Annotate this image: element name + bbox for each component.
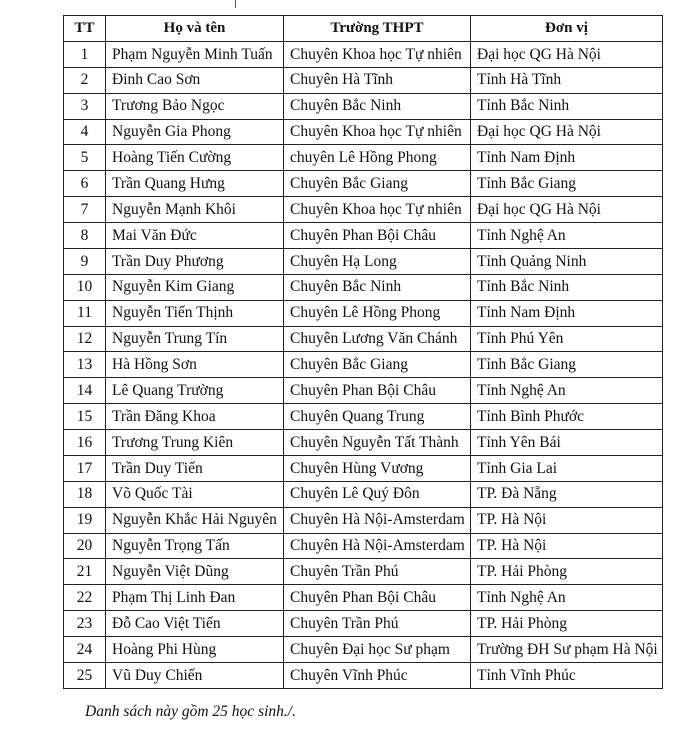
cell-school: Chuyên Bắc Ninh [284, 93, 471, 119]
cell-school: Chuyên Lương Văn Chánh [284, 326, 471, 352]
cell-tt: 3 [64, 93, 106, 119]
cell-tt: 17 [64, 455, 106, 481]
cell-unit: Tỉnh Nam Định [471, 300, 663, 326]
cell-school: Chuyên Quang Trung [284, 404, 471, 430]
cell-name: Trương Bảo Ngọc [106, 93, 284, 119]
cell-tt: 11 [64, 300, 106, 326]
cell-tt: 24 [64, 637, 106, 663]
cell-name: Phạm Nguyễn Minh Tuấn [106, 41, 284, 67]
cell-unit: Tỉnh Quảng Ninh [471, 248, 663, 274]
cell-unit: Đại học QG Hà Nội [471, 119, 663, 145]
header-tt: TT [64, 16, 106, 42]
cell-tt: 6 [64, 171, 106, 197]
cell-unit: Đại học QG Hà Nội [471, 41, 663, 67]
table-row [64, 378, 663, 404]
cell-tt: 7 [64, 197, 106, 223]
cell-tt: 1 [64, 41, 106, 67]
cell-unit: Tỉnh Bình Phước [471, 404, 663, 430]
cell-name: Nguyễn Kim Giang [106, 274, 284, 300]
table-row [64, 300, 663, 326]
table-row [64, 559, 663, 585]
cell-name: Nguyễn Trung Tín [106, 326, 284, 352]
cell-name: Nguyễn Gia Phong [106, 119, 284, 145]
cell-tt: 19 [64, 507, 106, 533]
cell-school: chuyên Lê Hồng Phong [284, 145, 471, 171]
cell-unit: Tỉnh Bắc Ninh [471, 93, 663, 119]
cell-name: Phạm Thị Linh Đan [106, 585, 284, 611]
header-school: Trường THPT [284, 16, 471, 42]
cell-tt: 20 [64, 533, 106, 559]
cell-unit: Tỉnh Bắc Ninh [471, 274, 663, 300]
cell-tt: 4 [64, 119, 106, 145]
cell-school: Chuyên Nguyễn Tất Thành [284, 430, 471, 456]
cell-name: Nguyễn Mạnh Khôi [106, 197, 284, 223]
cell-unit: Tỉnh Yên Bái [471, 430, 663, 456]
cell-school: Chuyên Lê Hồng Phong [284, 300, 471, 326]
cell-school: Chuyên Hà Nội-Amsterdam [284, 533, 471, 559]
cell-unit: TP. Đà Nẵng [471, 481, 663, 507]
cell-tt: 14 [64, 378, 106, 404]
cell-unit: Tỉnh Nghệ An [471, 223, 663, 249]
cell-unit: Đại học QG Hà Nội [471, 197, 663, 223]
cell-name: Võ Quốc Tài [106, 481, 284, 507]
table-row [64, 145, 663, 171]
cell-name: Hoàng Phi Hùng [106, 637, 284, 663]
cell-school: Chuyên Hùng Vương [284, 455, 471, 481]
table-row [64, 507, 663, 533]
cell-name: Mai Văn Đức [106, 223, 284, 249]
cell-tt: 18 [64, 481, 106, 507]
table-row [64, 119, 663, 145]
cell-unit: Tỉnh Bắc Giang [471, 171, 663, 197]
cell-tt: 10 [64, 274, 106, 300]
table-row [64, 197, 663, 223]
cell-unit: Tỉnh Bắc Giang [471, 352, 663, 378]
cell-unit: Trường ĐH Sư phạm Hà Nội [471, 637, 663, 663]
cell-unit: TP. Hải Phòng [471, 611, 663, 637]
cell-unit: Tỉnh Vĩnh Phúc [471, 662, 663, 688]
cell-school: Chuyên Trần Phú [284, 611, 471, 637]
table-row [64, 481, 663, 507]
cell-unit: Tỉnh Nghệ An [471, 378, 663, 404]
student-list-table [63, 15, 663, 689]
header-name: Họ và tên [106, 16, 284, 42]
cell-school: Chuyên Phan Bội Châu [284, 223, 471, 249]
cell-unit: Tỉnh Nghệ An [471, 585, 663, 611]
cell-tt: 16 [64, 430, 106, 456]
cell-name: Nguyễn Trọng Tấn [106, 533, 284, 559]
table-row [64, 41, 663, 67]
cell-tt: 23 [64, 611, 106, 637]
cell-tt: 25 [64, 662, 106, 688]
cell-name: Trần Quang Hưng [106, 171, 284, 197]
cell-school: Chuyên Vĩnh Phúc [284, 662, 471, 688]
cell-unit: Tỉnh Hà Tĩnh [471, 67, 663, 93]
cell-unit: TP. Hải Phòng [471, 559, 663, 585]
cell-school: Chuyên Khoa học Tự nhiên [284, 119, 471, 145]
cell-name: Nguyễn Tiến Thịnh [106, 300, 284, 326]
cell-tt: 22 [64, 585, 106, 611]
cell-school: Chuyên Hà Nội-Amsterdam [284, 507, 471, 533]
table-body [64, 41, 663, 688]
table-row [64, 430, 663, 456]
cell-name: Nguyễn Khắc Hải Nguyên [106, 507, 284, 533]
cell-tt: 8 [64, 223, 106, 249]
cell-name: Đinh Cao Sơn [106, 67, 284, 93]
cell-tt: 5 [64, 145, 106, 171]
cell-name: Hà Hồng Sơn [106, 352, 284, 378]
cell-school: Chuyên Hạ Long [284, 248, 471, 274]
cell-school: Chuyên Bắc Giang [284, 171, 471, 197]
cell-tt: 12 [64, 326, 106, 352]
cell-name: Trần Duy Phương [106, 248, 284, 274]
top-divider-mark [235, 0, 236, 8]
cell-name: Trần Duy Tiến [106, 455, 284, 481]
cell-unit: Tỉnh Phú Yên [471, 326, 663, 352]
cell-school: Chuyên Trần Phú [284, 559, 471, 585]
cell-name: Vũ Duy Chiến [106, 662, 284, 688]
cell-school: Chuyên Hà Tĩnh [284, 67, 471, 93]
table-row [64, 611, 663, 637]
cell-unit: TP. Hà Nội [471, 507, 663, 533]
cell-name: Hoàng Tiến Cường [106, 145, 284, 171]
cell-school: Chuyên Khoa học Tự nhiên [284, 197, 471, 223]
cell-school: Chuyên Phan Bội Châu [284, 378, 471, 404]
table-row [64, 455, 663, 481]
cell-unit: Tỉnh Nam Định [471, 145, 663, 171]
table-row [64, 662, 663, 688]
cell-school: Chuyên Lê Quý Đôn [284, 481, 471, 507]
cell-school: Chuyên Phan Bội Châu [284, 585, 471, 611]
cell-school: Chuyên Bắc Ninh [284, 274, 471, 300]
table-row [64, 326, 663, 352]
table-header-row [64, 16, 663, 42]
table-row [64, 93, 663, 119]
cell-unit: Tỉnh Gia Lai [471, 455, 663, 481]
cell-school: Chuyên Bắc Giang [284, 352, 471, 378]
table-row [64, 248, 663, 274]
cell-unit: TP. Hà Nội [471, 533, 663, 559]
cell-tt: 13 [64, 352, 106, 378]
table-row [64, 352, 663, 378]
table-row [64, 171, 663, 197]
cell-school: Chuyên Khoa học Tự nhiên [284, 41, 471, 67]
table-row [64, 223, 663, 249]
cell-name: Lê Quang Trường [106, 378, 284, 404]
cell-name: Trần Đăng Khoa [106, 404, 284, 430]
cell-school: Chuyên Đại học Sư phạm [284, 637, 471, 663]
cell-name: Nguyễn Việt Dũng [106, 559, 284, 585]
table-row [64, 67, 663, 93]
cell-name: Đỗ Cao Việt Tiến [106, 611, 284, 637]
footer-note: Danh sách này gồm 25 học sinh./. [85, 703, 296, 720]
cell-name: Trương Trung Kiên [106, 430, 284, 456]
cell-tt: 9 [64, 248, 106, 274]
table-row [64, 533, 663, 559]
cell-tt: 21 [64, 559, 106, 585]
cell-tt: 2 [64, 67, 106, 93]
table-row [64, 637, 663, 663]
table-row [64, 585, 663, 611]
table-row [64, 404, 663, 430]
table-row [64, 274, 663, 300]
cell-tt: 15 [64, 404, 106, 430]
header-unit: Đơn vị [471, 16, 663, 42]
